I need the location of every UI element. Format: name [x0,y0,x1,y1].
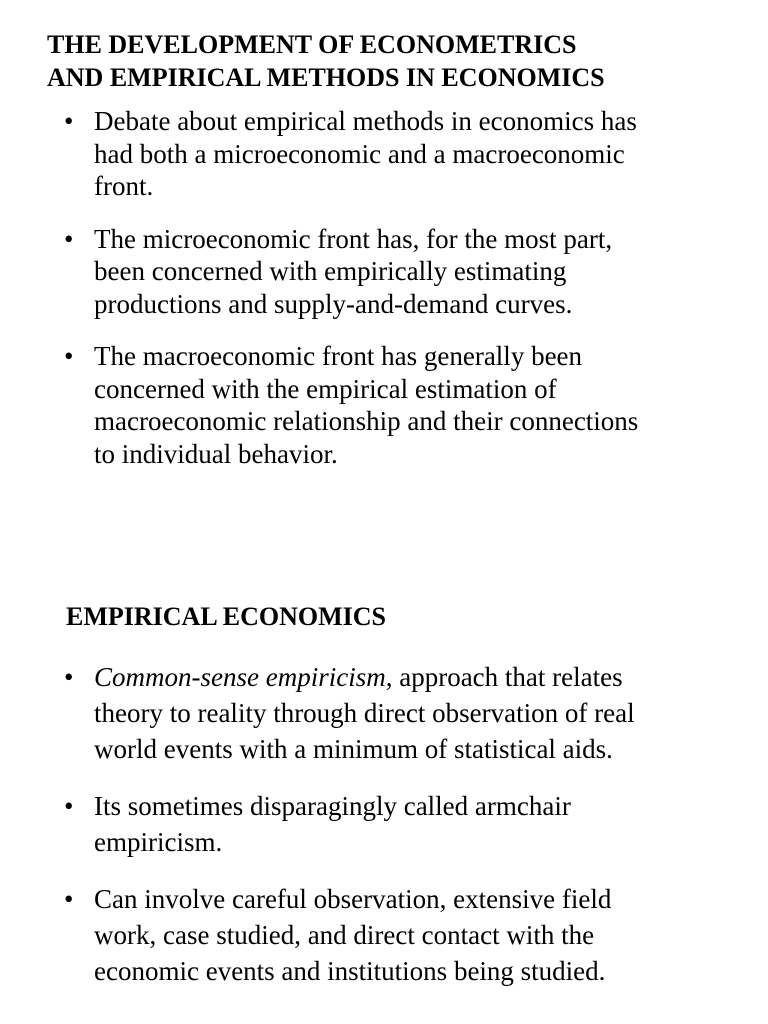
bullet-line: work, case studied, and direct contact with the [94,920,595,950]
bullet-item [0,788,768,860]
bullet-dot: • [64,791,74,821]
bullet-item [0,881,768,989]
bullet-item [0,105,768,203]
bullet-item [0,340,768,470]
bullet-line-rest: , approach that relates [385,662,623,692]
italic-term: Common-sense empiricism [94,662,386,692]
bullet-line: Its sometimes disparagingly called armchair [94,791,571,821]
bullet-line: concerned with the empirical estimation of [94,373,557,404]
bullet-item [0,659,768,767]
bullet-line: front. [94,171,154,201]
bullet-list-empirical-economics [0,659,768,1010]
bullet-line: The macroeconomic front has generally been [94,341,583,371]
bullet-dot: • [64,106,74,136]
bullet-list-development [0,105,768,490]
bullet-line: had both a microeconomic and a macroeconomic [94,138,625,169]
bullet-line: theory to reality through direct observation of real [94,698,635,728]
bullet-line: productions and supply-and-demand curves. [94,288,573,319]
bullet-line: macroeconomic relationship and their connections [94,406,639,436]
bullet-item [0,223,768,321]
slide-title [47,28,757,94]
bullet-dot: • [64,884,74,914]
slide-title-line-2: AND EMPIRICAL METHODS IN ECONOMICS [47,63,605,92]
bullet-line: to individual behavior. [94,438,338,469]
bullet-line: Can involve careful observation, extensive field [94,884,612,914]
section-heading-empirical-economics: EMPIRICAL ECONOMICS [66,602,386,631]
bullet-line: been concerned with empirically estimating [94,256,567,286]
bullet-line: empiricism. [94,827,223,857]
bullet-line: Debate about empirical methods in economics has [94,106,637,136]
bullet-line [94,659,728,695]
bullet-dot: • [64,341,74,371]
bullet-line: world events with a minimum of statistical aids. [94,734,613,764]
bullet-dot: • [64,662,74,692]
slide-title-line-1: THE DEVELOPMENT OF ECONOMETRICS [47,30,577,59]
bullet-line: economic events and institutions being studied. [94,956,606,986]
bullet-dot: • [64,223,74,254]
bullet-line: The microeconomic front has, for the most part, [94,223,613,254]
